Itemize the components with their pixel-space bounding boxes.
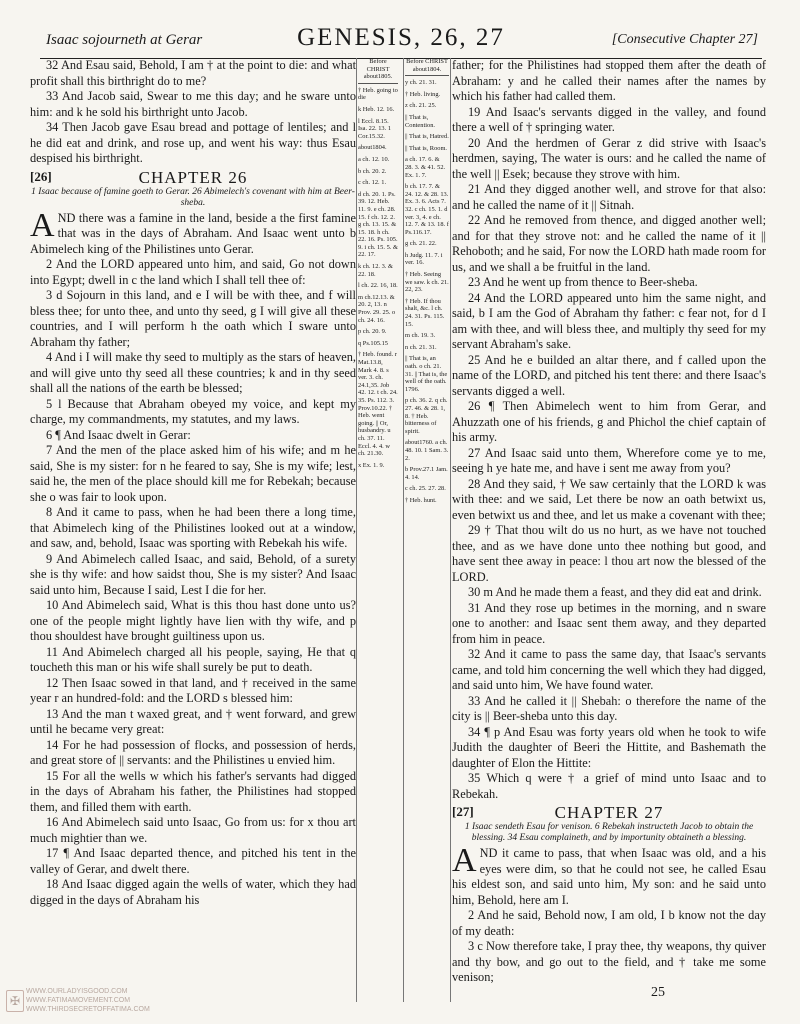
verse: 33 And he called it || Shebah: o therefore the name of the city is || Beer-sheba unto this day. — [452, 693, 766, 723]
column-rule — [403, 58, 404, 1002]
chapter-title: CHAPTER 26 — [138, 167, 248, 187]
cross-reference: c ch. 25. 27. 28. — [405, 485, 446, 493]
verse: 3 c Now therefore take, I pray thee, thy weapons, thy quiver and thy bow, and go out to the field, and † take me some venison; — [452, 939, 766, 984]
right-reference-column — [405, 58, 449, 509]
verse: 25 And he e builded an altar there, and f called upon the name of the LORD, and pitched his tent there: and there Isaac's servants digged a well. — [452, 352, 766, 398]
verse: 10 And Abimelech said, What is this thou hast done unto us? one of the people might lightly have lien with thy wife, and p thou shouldest have brought guiltiness upon us. — [30, 598, 356, 643]
verse: 21 And they digged another well, and strove for that also: and he called the name of it || Sitnah. — [452, 182, 766, 212]
watermark-logo-icon: ✠ — [6, 990, 24, 1012]
first-verse — [452, 842, 766, 908]
verse: 2 And he said, Behold now, I am old, I b know not the day of my death: — [452, 908, 766, 938]
book-chapter-title: GENESIS, 26, 27 — [297, 24, 505, 51]
cross-reference: g ch. 21. 22. — [405, 240, 437, 248]
verse: 32 And it came to pass the same day, that Isaac's servants came, and told him concerning the well which they had digged, and said unto him, We have found water. — [452, 647, 766, 692]
verse: 32 And Esau said, Behold, I am † at the point to die: and what profit shall this birthright do to me? — [30, 58, 356, 88]
cross-reference: || That is, Hatred. — [405, 133, 449, 141]
verse: 12 Then Isaac sowed in that land, and † received in the same year r an hundred-fold: and the LORD s blessed him: — [30, 675, 356, 705]
verse: 15 For all the wells w which his father's servants had digged in the days of Abraham his father, the Philistines had stopped them, and filled them with earth. — [30, 768, 356, 814]
verse: 30 m And he made them a feast, and they did eat and drink. — [468, 585, 762, 599]
verse: 28 And they said, † We saw certainly that the LORD k was with thee: and we said, Let there be now an oath betwixt us, even betwixt us and thee, and let us make a covenant with thee; — [452, 476, 766, 522]
verse: 3 d Sojourn in this land, and e I will be with thee, and f will bless thee; for unto thee, and unto thy seed, g I will give all these countries, and I will perform h the oath which I sware unto Abraham thy father; — [30, 288, 356, 349]
verse: 4 And i I will make thy seed to multiply as the stars of heaven, and will give unto thy seed all these countries; k and in thy seed shall all the nations of the earth be blessed; — [30, 350, 356, 395]
cross-reference: || That is, Contention. — [405, 113, 435, 129]
cross-reference: m ch. 19. 3. — [405, 332, 436, 340]
chapter-title: CHAPTER 27 — [554, 803, 664, 822]
cross-reference: x Ex. 1. 9. — [358, 461, 385, 469]
cross-reference: q Ps.105.15 — [358, 339, 389, 347]
cross-reference: c ch. 12. 1. — [358, 179, 387, 187]
column-rule — [356, 58, 357, 1002]
verse: 17 ¶ And Isaac departed thence, and pitched his tent in the valley of Gerar, and dwelt there. — [30, 846, 356, 876]
cross-reference: k Heb. 12. 16. — [358, 105, 395, 113]
cross-reference: † Heb. found. r Mat.13.8, Mark 4. 8. s ver. 3. ch. 24.1,35. Job 42. 12. t ch. 24. 35. Ps. 112. 3. Prov.10.22. † Heb. went going. || Or, husbandry. u ch. 37. 11. Eccl. 4. 4. w ch. 21.30. — [358, 351, 398, 458]
verse: father; for the Philistines had stopped them after the death of Abraham: y and he called their names after the names by which his father had called them. — [452, 58, 766, 103]
verse: 34 ¶ p And Esau was forty years old when he took to wife Judith the daughter of Beeri the Hittite, and Bashemath the daughter of Elon the Hittite: — [452, 724, 766, 770]
cross-reference: † Heb. going to die — [358, 86, 398, 102]
cross-reference: a ch. 12. 10. — [358, 155, 390, 163]
cross-reference: p ch. 36. 2. q ch. 27. 46. & 28. 1, 8. † Heb. bitterness of spirit. — [405, 397, 448, 435]
verse: 6 ¶ And Isaac dwelt in Gerar: — [46, 427, 191, 442]
cross-reference: † Heb. hunt. — [405, 496, 437, 504]
cross-reference: n ch. 21. 31. — [405, 343, 437, 351]
verse: 20 And the herdmen of Gerar z did strive with Isaac's herdmen, saying, The water is ours: and he called the name of the well || Esek; because they strove with him. — [452, 135, 766, 181]
verse: 19 And Isaac's servants digged in the valley, and found there a well of † springing water. — [452, 104, 766, 134]
chapter-summary: 1 Isaac because of famine goeth to Gerar. 26 Abimelech's covenant with him at Beer-sheba. — [31, 186, 355, 208]
cross-reference: b ch. 17. 7. & 24. 12. & 28. 13. Ex. 3. 6. Acts 7. 32. c ch. 15. 1. d ver. 3, 4. e ch. 12. 7. & 13. 18. f Ps.116.17. — [405, 183, 449, 236]
cross-reference: || That is, Room. — [405, 144, 448, 152]
cross-reference: m ch.12.13. & 20. 2, 13. n Prov. 29. 25. o ch. 24. 16. — [358, 293, 396, 324]
first-verse-text: ND it came to pass, that when Isaac was old, and a his eyes were dim, so that he could not see, he called Esau his eldest son, and said unto him, My son: and he said unto him, Behold, here am I. — [452, 846, 766, 907]
chapter-summary: 1 Isaac sendeth Esau for venison. 6 Rebekah instructeth Jacob to obtain the blessing. 34 Esau complaineth, and by importunity obtaineth a blessing. — [464, 822, 754, 843]
verse: 7 And the men of the place asked him of his wife; and m he said, She is my sister: for n he feared to say, She is my wife; lest, said he, the men of the place should kill me for Rebekah; because she o was fair to look upon. — [30, 443, 356, 504]
cross-reference: about1760. a ch. 48. 10. 1 Sam. 3. 2. — [405, 439, 449, 462]
cross-reference: about1804. — [358, 144, 387, 152]
cross-reference: b Prov.27.1 Jam. 4. 14. — [405, 466, 448, 481]
cross-reference: † Heb. living. — [405, 90, 441, 98]
verse: 16 And Abimelech said unto Isaac, Go from us: for x thou art much mightier than we. — [30, 815, 356, 845]
verse: 9 And Abimelech called Isaac, and said, Behold, of a surety she is thy wife: and how saidst thou, She is my sister? And Isaac said unto him, Because I said, Lest I die for her. — [30, 551, 356, 597]
drop-cap: A — [30, 206, 55, 244]
verse: 33 And Jacob said, Swear to me this day; and he sware unto him: and k he sold his birthright unto Jacob. — [30, 89, 356, 119]
chapter-heading — [30, 169, 356, 186]
verse: 29 † That thou wilt do us no hurt, as we have not touched thee, and as we have done unto thee nothing but good, and have sent thee away in peace: l thou art now the blessed of the LORD. — [452, 523, 766, 584]
consecutive-chapter-label: [Consecutive Chapter 27] — [611, 32, 758, 47]
watermark-line: WWW.FATIMAMOVEMENT.COM — [26, 997, 131, 1004]
chapter-number: [27] — [452, 804, 474, 819]
chapter-number: [26] — [30, 168, 52, 184]
right-text-column — [452, 58, 766, 986]
verse: 31 And they rose up betimes in the morning, and n sware one to another: and Isaac sent them away, and they departed from him in peace. — [452, 600, 766, 646]
verse: 26 ¶ Then Abimelech went to him from Gerar, and Ahuzzath one of his friends, g and Phichol the chief captain of his army. — [452, 399, 766, 444]
verse: 5 l Because that Abraham obeyed my voice, and kept my charge, my commandments, my statutes, and my laws. — [30, 396, 356, 426]
date-heading: Before CHRIST about1805. — [358, 58, 398, 84]
cross-reference: y ch. 21. 31. — [405, 79, 437, 87]
verse: 8 And it came to pass, when he had been there a long time, that Abimelech king of the Philistines looked out at a window, and saw, and, behold, Isaac was sporting with Rebekah his wife. — [30, 505, 356, 550]
cross-reference: b ch. 20. 2. — [358, 167, 387, 175]
left-reference-column — [358, 58, 398, 473]
cross-reference: k ch. 12. 3. & 22. 18. — [358, 263, 393, 278]
verse: 34 Then Jacob gave Esau bread and pottage of lentiles; and l he did eat and drink, and rose up, and went his way: thus Esau despised his birthright. — [30, 120, 356, 165]
verse: 18 And Isaac digged again the wells of water, which they had digged in the days of Abraham his — [30, 877, 356, 907]
cross-reference: l Eccl. 8.15. Isa. 22. 13. 1 Cor.15.32. — [358, 117, 392, 140]
cross-reference: † Heb. If thou shalt, &c. l ch. 24. 31. Ps. 115. 15. — [405, 297, 445, 328]
watermark-urls — [26, 987, 150, 1014]
verse: 13 And the man t waxed great, and † went forward, and grew until he became very great: — [30, 706, 356, 736]
cross-reference: d ch. 20. 1. Ps. 39. 12. Heb. 11. 9. e ch. 28. 15. f ch. 12. 2. g ch. 13. 15. & 15. 18. h ch. 22. 16. Ps. 105. 9. i ch. 15. 5. & 22. 17. — [358, 190, 398, 259]
verse: 11 And Abimelech charged all his people, saying, He that q toucheth this man or his wife shall surely be put to death. — [30, 644, 356, 674]
page-number: 25 — [651, 985, 665, 1000]
cross-reference: h Judg. 11. 7. i ver. 16. — [405, 251, 443, 267]
cross-reference: || That is, an oath. o ch. 21. 31. || That is, the well of the oath. 1796. — [405, 355, 448, 393]
verse: 24 And the LORD appeared unto him the same night, and said, b I am the God of Abraham thy father: c fear not, for d I am with thee, and will bless thee, and multiply thy seed for my servant Abraham's sake. — [452, 290, 766, 351]
watermark-line: WWW.OURLADYISGOOD.COM — [26, 988, 128, 995]
cross-reference: l ch. 22. 16, 18. — [358, 282, 398, 290]
running-head-left: Isaac sojourneth at Gerar — [46, 32, 203, 48]
drop-cap: A — [452, 842, 477, 879]
verse: 14 For he had possession of flocks, and possession of herds, and great store of || servants: and the Philistines u envied him. — [30, 737, 356, 767]
date-heading: Before CHRIST about1804. — [405, 58, 449, 76]
cross-reference: z ch. 21. 25. — [405, 102, 437, 110]
watermark-line: WWW.THIRDSECRETOFFATIMA.COM — [26, 1006, 150, 1013]
verse: 2 And the LORD appeared unto him, and said, Go not down into Egypt; dwell in c the land which I shall tell thee of: — [30, 257, 356, 287]
cross-reference: p ch. 20. 9. — [358, 328, 387, 336]
first-verse — [30, 206, 356, 258]
first-verse-text: ND there was a famine in the land, beside a the first famine that was in the days of Abraham. And Isaac went unto b Abimelech king of the Philistines unto Gerar. — [30, 210, 356, 256]
verse: 22 And he removed from thence, and digged another well; and for that they strove not: and he called the name of it || Rehoboth; and he said, For now the LORD hath made room for us, and we shall a be fruitful in the land. — [452, 213, 766, 274]
left-text-column — [30, 58, 356, 908]
verse: 23 And he went up from thence to Beer-sheba. — [468, 275, 698, 289]
cross-reference: a ch. 17. 6. & 28. 3. & 41. 52. Ex. 1. 7. — [405, 156, 446, 179]
chapter-heading — [452, 804, 766, 821]
cross-reference: † Heb. Seeing we saw. k ch. 21. 22, 23. — [405, 271, 449, 294]
verse: 35 Which q were † a grief of mind unto Isaac and to Rebekah. — [452, 771, 766, 801]
column-rule — [450, 58, 451, 1002]
page-header — [40, 22, 762, 59]
verse: 27 And Isaac said unto them, Wherefore come ye to me, seeing h ye hate me, and have i sent me away from you? — [452, 445, 766, 475]
